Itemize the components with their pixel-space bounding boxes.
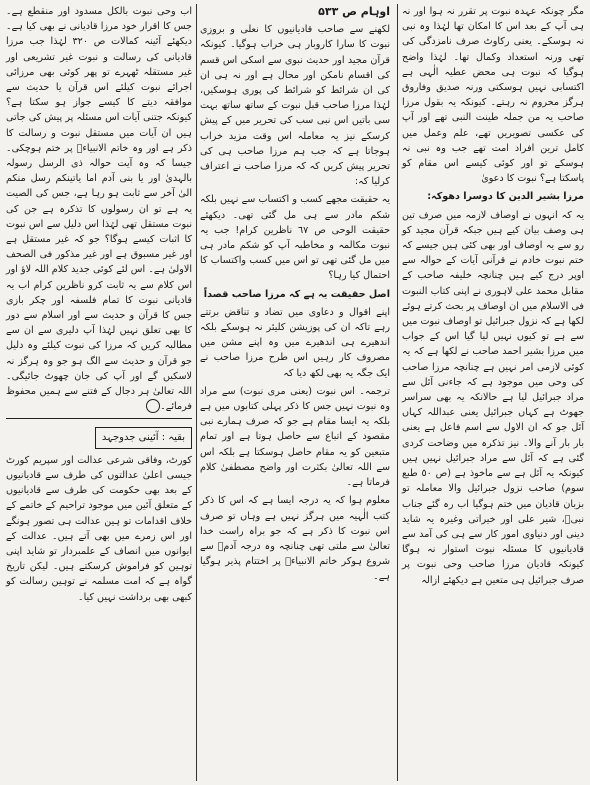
section-label-box: بقیہ : آئینی جدوجہد [95,427,192,448]
left-column [6,4,192,608]
middle-paragraph-2: اپنے اقوال و دعاوی میں تضاد و تناقض برتتے رہے تاکہ ان کی پوزیشن کلیئر نہ ہوسکے بلکہ اندھیرے ہی اندھیرے میں وہ اپنے مشن میں مصروف کار رہیں اس طرح مرزا صاحب نے ایک جگہ یہ بھی لکھ دیا کہ [200,306,390,379]
end-circle-icon [146,399,160,413]
middle-top-reference: اوہام ص ۵۳۳ [318,5,390,18]
right-body-paragraph: یہ کہ انہوں نے اوصاف لازمہ میں صرف تین ہی وصف بیان کیے ہیں جبکہ قرآن مجید کو رو سے یہ اوصاف اور بھی کئی ہیں جیسے کہ ختم نبوت خادم نے قرآنی آیات کے حوالہ سے اوپر درج کیے ہیں چنانچہ خلیفہ صاحب کے مقابل محمد علی لاہوری نے اپنی کتاب النبوت فی الاسلام میں ان اوصاف پر بحث کرتے ہوئے لکھا ہے کہ نزول جبرائیل تو اوصاف نبوت میں سے ہے تو کیوں نہیں لیا گیا اس کے جواب میں مرزا بشیر احمد صاحب نے لکھا ہے کہ یہ کوئی لازمی امر نہیں ہے چنانچہ مرزا صاحب کی وحی میں موجود ہے کہ جاءنی آئل سے مراد جبرائیل لیا ہے حالانکہ یہ بھی سراسر جھوٹ ہے کہاں جبرائیل یعنی عبداللہ کہاں آئل جو کہ ان الاول سے اسم فاعل ہے یعنی بار بار آنے والا۔ نیز تذکرہ میں وضاحت کردی گئی ہے کہ آئل سے مراد جبرائیل نہیں ہیں کیونکہ یہ آئل ہے سے ماخوذ ہے (ص ٥٠ طبع سوم) صاحب نزول جبرائیل والا معاملہ تو بزبان قادیان میں ختم ہوگیا اب رہ گئے جناب نبیؐ، شیر علی اور خیراتی وغیرہ یہ شاید دینی اور دنیاوی امور کار سے ہی کی آمد سے قادیانیوں کا مسئلہ نبوت استوار نہ ہوگا کیونکہ قادیان مرزا صاحب وحی نبوت پر صرف جبرائیل ہی متعین ہے دیکھئے ازالہ [402,209,584,586]
right-subheading: مرزا بشیر الدین کا دوسرا دھوکہ: [427,191,584,203]
left-paragraph-2: کورٹ، وفاقی شرعی عدالت اور سپریم کورٹ جیسی اعلیٰ عدالتوں کی طرف سے قادیانیوں کے بعد بھی حکومت کی طرف سے قادیانیوں کے متعلق آئین میں موجود تراحیم کے خاتمے کے خلاف اقدامات تو ہین عدالت ہی تصور ہونگے اور اس زمرے میں بھی آتے ہیں۔ عدالت کے ایوانوں میں انصاف کے علمبردار تو شاید اپنی توہین کو فراموش کرسکتے ہیں۔ لیکن تاریخ گواہ ہے کہ امت مسلمہ نے توہین رسالت کو کبھی بھی برداشت نہیں کیا۔ [6,454,192,603]
right-column [402,4,584,591]
middle-quote: یہ حقیقت مجھے کسب و اکتساب سے نہیں بلکہ شکم مادر سے ہی مل گئی تھی۔ دیکھئے حقیقت الوحی ص ٦٧ ناظرین کرام! جب یہ نبوت مکالمہ و مخاطبہ آپ کو شکم مادر ہی میں مل گئی تھی تو اس میں کسب واکتساب کا احتمال کیا رہا؟ [200,194,390,282]
column-divider-right [397,4,398,781]
left-paragraph-1 [6,4,192,414]
middle-heading: اصل حقیقت یہ ہے کہ مرزا صاحب قصداً [203,288,390,300]
section-divider [6,418,192,419]
middle-translation: ترجمہ۔ اس نبوت (یعنی مری نبوت) سے مراد وہ نبوت نہیں جس کا ذکر پہلی کتابوں میں ہے بلکہ یہ ایسا مقام ہے جو کہ صرف ہمارے نبی مقصود کے اتباع سے حاصل ہوتا ہے اور تمام متبعین کو یہ مقام حاصل ہوسکتا ہے بلکہ اس سے اللہ تعالیٰ بکثرت اور واضح مصطفیٰ کلام فرماتا ہے۔ [200,385,390,489]
column-divider-left [196,4,197,781]
middle-column [200,4,390,588]
right-intro-paragraph: مگر چونکہ عہدہ نبوت پر تقرر نہ ہوا اور نہ ہی آپ کے بعد اس کا امکان تھا لہٰذا وہ نبی نہ ہوسکے۔ یعنی رکاوٹ صرف نامزدگی کی تھی ورنہ استعداد وکمال تھا۔ لہٰذا واضح ہوگیا کہ نبوت ہی محض عطیہ الٰہی ہے اکتسابی نہیں ہوسکتی ورنہ صدیق وفاروق ہرگز محروم نہ رہتے۔ کیونکہ یہ بقول مرزا صاحب یہ من جملہ طینت النبی تھے اور آپ کی عکسی تصویریں تھے، علم وعمل میں کامل ترین افراد امت تھے جب وہ نبی نہ ہوسکے تو اور کوئی کیسے اس مقام کو پاسکتا ہے؟ نبوت کا دعویٰ [402,6,584,185]
middle-paragraph-1: لکھنے سے صاحب قادیانیوں کا نعلی و بروزی نبوت کا سارا کاروبار ہی خراب ہوگیا۔ کیونکہ قرآن مجید اور حدیث نبوی سے اسکی اس قسم کی اقسام نامکن اور محال ہے اور نہ ہی ان کی ان شرائط کو شرائط کی پوری ہوسکیں، لہٰذا مرزا صاحب قبل نبوت کے ساتھ ساتھ بہت سی باتیں اس نبی سب کی تحریر میں کے پیش کرسکے نیز یہ معاملہ اس وقت مزید خراب ہوجاتا ہے کہ جب ہم مرزا صاحب ہی کی تحریر پیش کریں کہ کہ مرزا صاحب نے اعتراف کرلیا کہ: [200,24,390,188]
left-paragraph-1-text: اب وحی نبوت بالکل مسدود اور منقطع ہے۔ جس کا اقرار خود مرزا قادیانی نے بھی کیا ہے۔ دیکھئے آئینہ کمالات ص ٣٢٠ لہٰذا جب مرزا قادیانی کی رسالت و نبوت غیر تشریعی اور غیر مستقلہ ٹھہرے تو پھر کوئی بھی مرزائی اجرائے نبوت کیلئے اس قرآن یا حدیث سے موافقہ دیتے کا کیسے جواز ہو سکتا ہے؟ کیونکہ جتنی آیات اس مسئلہ پر پیش کی جاتی ہیں ان آیات میں مستقل نبوت و رسالت کا ذکر ہے اور وہ خاتم الانبیاءؐ پر ختم ہوچکی۔ جیسا کہ وہ آیت حوالہ ذی الرسل رسولہ بالہدیٰ اور یا بنی آدم اما یاتینکم رسل منکم الیٰ آخر سے ثابت ہو رہا ہے، جس کی الصیت یہ ہے تو ان رسولوں کا تذکرہ ہے جن کی نبوت مستقل تھی لہٰذا اس دلیل سے اس نبوت کا اثبات کیسے ہوگا؟ جو کہ غیر مستقل ہے اور غیر مسبوق ہے اور غیر مذکور فی الصحف الاولیٰ ہے۔ اس لئے کوئی جدید کلام اللہ لاؤ اور اس کلام سے یہ ثابت کرو ناظرین کرام اب یہ قادیانی نبوت کا تمام فلسفہ اور چکر بازی جس کا قرآن و حدیث سے اور اسلام سے دور کا بھی تعلق نہیں لہٰذا آپ دلیری سے ان سے مطالبہ کریں کہ مرزا کی نبوت کیلئے وہ دلیل جو قرآن و حدیث سے الگ ہو جو وہ ہرگز نہ لاسکیں گے اور آپ کی جان چھوٹ جائیگی۔ اللہ تعالیٰ ہر دجال کے فتنے سے ہمیں محفوظ فرمائے۔ [6,6,192,413]
middle-paragraph-3: معلوم ہوا کہ یہ درجہ ایسا ہے کہ اس کا ذکر کتب الٰہیہ میں ہرگز نہیں ہے وہاں تو صرف اس نبوت کا ذکر ہے کہ جو براہ راست خدا تعالیٰ سے ملتی تھی چنانچہ وہ درجہ آدمؑ سے شروع ہوکر خاتم الانبیاءؐ پر اختتام پذیر ہوگیا ہے۔ [200,495,390,583]
